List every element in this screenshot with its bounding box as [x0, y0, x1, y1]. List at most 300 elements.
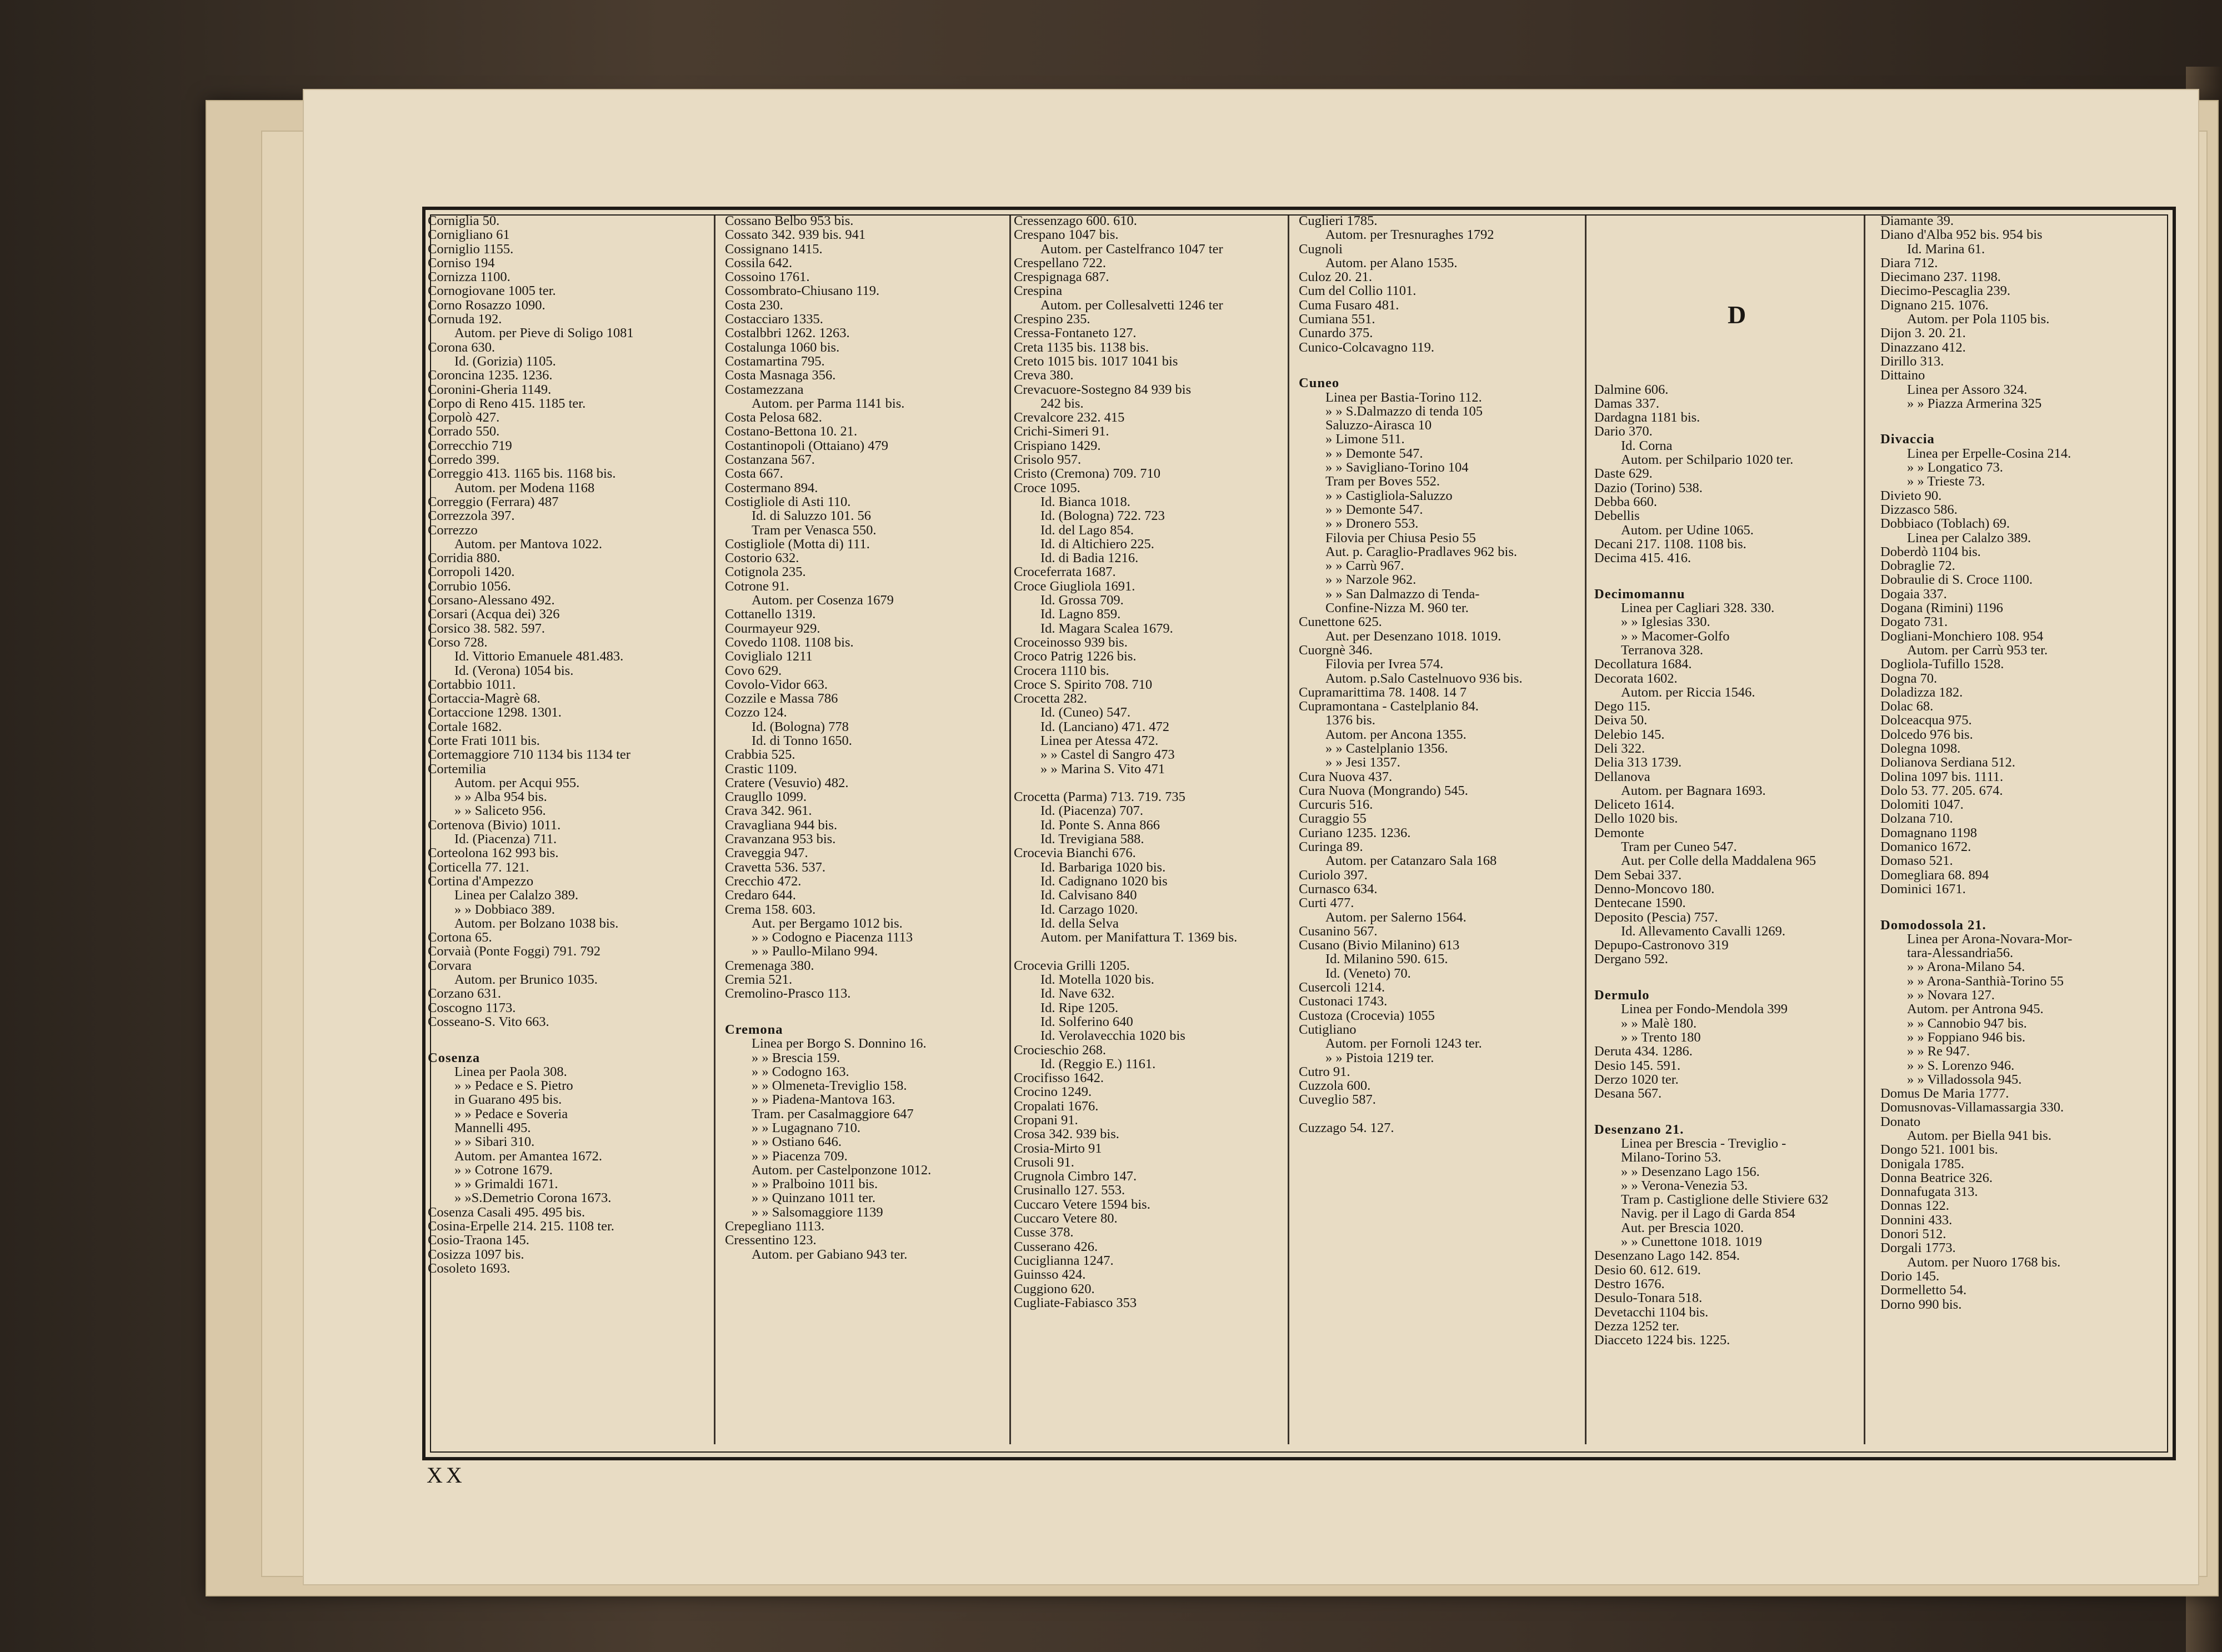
- index-entry: Dardagna 1181 bis.: [1594, 410, 1700, 425]
- index-entry: [1880, 896, 2164, 910]
- index-entry: Divaccia: [1880, 432, 1935, 447]
- index-entry: Cuglieri 1785.: [1299, 214, 1378, 228]
- index-entry: Cossombrato-Chiusano 119.: [725, 283, 880, 299]
- index-entry: Desio 60. 612. 619.: [1594, 1262, 1701, 1278]
- index-entry: » » Re 947.: [1907, 1044, 1970, 1059]
- index-entry: Id. (Piacenza) 707.: [1040, 803, 1144, 819]
- index-entry: » » Piacenza 709.: [752, 1148, 848, 1164]
- index-entry: Dorio 145.: [1880, 1268, 1940, 1284]
- index-entry: Dogana (Rimini) 1196: [1880, 600, 2003, 616]
- index-entry: Cusercoli 1214.: [1299, 980, 1385, 995]
- index-entry: Cosina-Erpelle 214. 215. 1108 ter.: [428, 1219, 614, 1234]
- index-entry: Delebio 145.: [1594, 727, 1665, 742]
- index-entry: Covedo 1108. 1108 bis.: [725, 634, 854, 650]
- index-entry: Dolo 53. 77. 205. 674.: [1880, 783, 2003, 798]
- index-entry: Linea per Borgo S. Donnino 16.: [752, 1036, 927, 1052]
- index-entry: Dolomiti 1047.: [1880, 797, 1964, 813]
- index-entry: » » Arona-Santhià-Torino 55: [1907, 973, 2064, 989]
- index-entry: » » Demonte 547.: [1325, 445, 1423, 461]
- index-entry: Correggio (Ferrara) 487: [428, 494, 559, 509]
- index-entry: Id. Corna: [1621, 438, 1673, 453]
- index-entry: [1299, 1107, 1582, 1121]
- index-entry: Cuciglianna 1247.: [1014, 1253, 1114, 1268]
- index-entry: Linea per Calalzo 389.: [454, 888, 579, 903]
- index-entry: Autom. per Udine 1065.: [1621, 522, 1754, 538]
- index-entry: Cum del Collio 1101.: [1299, 283, 1417, 299]
- index-entry: Creta 1135 bis. 1138 bis.: [1014, 339, 1149, 355]
- index-entry: Cremolino-Prasco 113.: [725, 986, 851, 1002]
- index-entry: Debellis: [1594, 508, 1640, 524]
- index-entry: 242 bis.: [1040, 396, 1084, 411]
- index-entry: » » Novara 127.: [1907, 988, 1995, 1003]
- index-entry: Costantinopoli (Ottaiano) 479: [725, 438, 888, 453]
- index-entry: Cremenaga 380.: [725, 958, 814, 973]
- index-entry: Cornogiovane 1005 ter.: [428, 283, 556, 299]
- index-entry: Desenzano Lago 142. 854.: [1594, 1248, 1740, 1264]
- index-entry: Crusinallo 127. 553.: [1014, 1183, 1125, 1198]
- index-entry: Deli 322.: [1594, 740, 1645, 756]
- index-entry: Cotignola 235.: [725, 564, 806, 580]
- index-entry: » » Sibari 310.: [454, 1134, 535, 1150]
- index-entry: Cuccaro Vetere 80.: [1014, 1211, 1118, 1227]
- index-entry: Crosia-Mirto 91: [1014, 1140, 1102, 1156]
- index-entry: Dermulo: [1594, 988, 1650, 1003]
- index-entry: [1594, 228, 1861, 242]
- index-entry: Id. della Selva: [1040, 915, 1119, 931]
- index-entry: Autom. per Pola 1105 bis.: [1907, 312, 2050, 327]
- index-entry: Domanico 1672.: [1880, 839, 1971, 855]
- index-entry: Dobraglie 72.: [1880, 558, 1955, 574]
- index-entry: Demonte: [1594, 825, 1644, 840]
- index-entry: Credaro 644.: [725, 888, 796, 903]
- index-entry: Autom. per Riccia 1546.: [1621, 684, 1755, 700]
- index-entry: in Guarano 495 bis.: [454, 1092, 562, 1108]
- index-entry: Cosio-Traona 145.: [428, 1233, 529, 1248]
- index-entry: Correcchio 719: [428, 438, 512, 453]
- index-entry: Crespignaga 687.: [1014, 269, 1109, 285]
- index-entry: 1376 bis.: [1325, 713, 1375, 728]
- index-entry: Cozzo 124.: [725, 705, 787, 720]
- index-entry: Cressa-Fontaneto 127.: [1014, 326, 1137, 341]
- index-entry: Costano-Bettona 10. 21.: [725, 424, 858, 439]
- index-entry: Corropoli 1420.: [428, 564, 515, 580]
- index-entry: » » Carrù 967.: [1325, 558, 1404, 574]
- index-entry: Crocera 1110 bis.: [1014, 663, 1109, 678]
- index-entry: Dorgali 1773.: [1880, 1240, 1956, 1256]
- index-entry: Crispiano 1429.: [1014, 438, 1101, 453]
- index-entry: Autom. per Brunico 1035.: [454, 972, 598, 988]
- index-entry: Autom. per Castelponzone 1012.: [752, 1162, 932, 1178]
- index-entry: » » Pralboino 1011 bis.: [752, 1177, 878, 1192]
- index-entry: Debba 660.: [1594, 494, 1657, 509]
- index-entry: » » Dronero 553.: [1325, 516, 1419, 532]
- index-entry: Deiva 50.: [1594, 713, 1648, 728]
- index-entry: Linea per Erpelle-Cosina 214.: [1907, 445, 2071, 461]
- index-entry: Id. Motella 1020 bis.: [1040, 972, 1154, 988]
- index-entry: Costanzana 567.: [725, 452, 815, 468]
- index-entry: Crusoli 91.: [1014, 1154, 1074, 1170]
- index-entry: Saluzzo-Airasca 10: [1325, 418, 1432, 433]
- index-entry: Crepegliano 1113.: [725, 1219, 825, 1234]
- index-entry: Crichi-Simeri 91.: [1014, 424, 1109, 439]
- index-entry: Crocetta (Parma) 713. 719. 735: [1014, 789, 1185, 805]
- index-entry: Croce S. Spirito 708. 710: [1014, 677, 1153, 692]
- index-entry: Croce Giugliola 1691.: [1014, 578, 1135, 594]
- index-entry: Autom. per Tresnuraghes 1792: [1325, 227, 1494, 243]
- index-entry: Curnasco 634.: [1299, 881, 1378, 897]
- index-entry: Cravanzana 953 bis.: [725, 832, 836, 847]
- index-entry: Donnafugata 313.: [1880, 1184, 1978, 1200]
- index-entry: Cortale 1682.: [428, 719, 502, 734]
- index-entry: Autom. per Ancona 1355.: [1325, 727, 1467, 742]
- index-entry: Domagnano 1198: [1880, 825, 1977, 840]
- index-entry: Cortenova (Bivio) 1011.: [428, 817, 561, 833]
- index-entry: » » Longatico 73.: [1907, 460, 2003, 475]
- index-entry: Autom. per Salerno 1564.: [1325, 909, 1467, 925]
- index-entry: Cremia 521.: [725, 972, 793, 988]
- index-entry: Correzzo: [428, 522, 478, 538]
- index-entry: Corrubio 1056.: [428, 578, 511, 594]
- index-entry: Dongo 521. 1001 bis.: [1880, 1142, 1998, 1158]
- index-entry: Id. Barbariga 1020 bis.: [1040, 859, 1166, 875]
- index-entry: » » Arona-Milano 54.: [1907, 959, 2025, 975]
- index-entry: Covo 629.: [725, 663, 782, 678]
- column-divider: [1864, 216, 1865, 1444]
- index-entry: » » Malè 180.: [1621, 1015, 1697, 1031]
- index-entry: » » Trento 180: [1621, 1029, 1701, 1045]
- index-entry: Dentecane 1590.: [1594, 895, 1686, 911]
- index-entry: » » Paullo-Milano 994.: [752, 944, 878, 959]
- index-entry: Crocetta 282.: [1014, 691, 1087, 707]
- index-entry: tara-Alessandria56.: [1907, 945, 2014, 961]
- index-entry: Dalmine 606.: [1594, 382, 1669, 397]
- index-entry: Cratere (Vesuvio) 482.: [725, 775, 849, 790]
- index-entry: Diacceto 1224 bis. 1225.: [1594, 1333, 1730, 1348]
- index-column-2: [725, 214, 1005, 1447]
- index-entry: » » Demonte 547.: [1325, 502, 1423, 517]
- index-entry: Delia 313 1739.: [1594, 755, 1682, 770]
- index-entry: Cortona 65.: [428, 930, 492, 945]
- index-entry: Dezza 1252 ter.: [1594, 1318, 1680, 1334]
- index-entry: Crugnola Cimbro 147.: [1014, 1169, 1137, 1184]
- index-entry: Cosenza: [428, 1050, 481, 1065]
- index-entry: Costacciaro 1335.: [725, 312, 823, 327]
- index-entry: Tram per Boves 552.: [1325, 474, 1440, 489]
- index-entry: Cressenzago 600. 610.: [1014, 214, 1137, 228]
- index-entry: Id. (Bologna) 778: [752, 719, 849, 734]
- index-entry: Id. (Lanciano) 471. 472: [1040, 719, 1169, 734]
- index-entry: [428, 1029, 708, 1043]
- index-entry: [1594, 354, 1861, 368]
- index-entry: Filovia per Chiusa Pesio 55: [1325, 530, 1476, 545]
- index-entry: [1594, 214, 1861, 228]
- index-entry: » » Codogno 163.: [752, 1064, 849, 1079]
- index-entry: » » S.Dalmazzo di tenda 105: [1325, 403, 1483, 419]
- index-entry: » »S.Demetrio Corona 1673.: [454, 1190, 612, 1206]
- index-entry: Crecchio 472.: [725, 873, 802, 889]
- index-entry: Decimomannu: [1594, 586, 1685, 602]
- index-entry: » » Pedace e S. Pietro: [454, 1078, 573, 1094]
- index-entry: Linea per Arona-Novara-Mor-: [1907, 931, 2073, 947]
- index-entry: Autom. per Mantova 1022.: [454, 536, 603, 552]
- index-entry: Donori 512.: [1880, 1227, 1946, 1242]
- index-entry: Autom. per Manifattura T. 1369 bis.: [1040, 930, 1238, 945]
- index-entry: Crespino 235.: [1014, 312, 1090, 327]
- index-entry: Doladizza 182.: [1880, 684, 1963, 700]
- index-entry: Dorno 990 bis.: [1880, 1296, 1962, 1312]
- index-entry: Correzzola 397.: [428, 508, 515, 524]
- index-entry: » » Grimaldi 1671.: [454, 1177, 558, 1192]
- index-entry: Dolianova Serdiana 512.: [1880, 755, 2015, 770]
- index-entry: Id. di Altichiero 225.: [1040, 536, 1154, 552]
- index-entry: Dolceacqua 975.: [1880, 713, 1972, 728]
- index-entry: Id. Allevamento Cavalli 1269.: [1621, 923, 1785, 939]
- index-entry: Dominici 1671.: [1880, 881, 1966, 897]
- index-entry: Crespano 1047 bis.: [1014, 227, 1119, 243]
- index-column-4: [1299, 214, 1582, 1447]
- index-entry: » » Verona-Venezia 53.: [1621, 1178, 1748, 1193]
- column-divider: [714, 216, 715, 1444]
- index-entry: Damas 337.: [1594, 396, 1660, 411]
- index-entry: Cossignano 1415.: [725, 241, 823, 257]
- index-entry: Filovia per Ivrea 574.: [1325, 657, 1444, 672]
- index-entry: Crevalcore 232. 415: [1014, 410, 1125, 425]
- index-entry: Corsari (Acqua dei) 326: [428, 607, 560, 622]
- index-entry: Diecimo-Pescaglia 239.: [1880, 283, 2011, 299]
- index-entry: Corvara: [428, 958, 472, 973]
- index-entry: Creva 380.: [1014, 368, 1074, 383]
- index-entry: Crisolo 957.: [1014, 452, 1082, 468]
- index-entry: Cuggiono 620.: [1014, 1281, 1095, 1296]
- index-entry: Cozzile e Massa 786: [725, 691, 838, 707]
- index-entry: Doberdò 1104 bis.: [1880, 544, 1981, 559]
- index-entry: » » Trieste 73.: [1907, 474, 1985, 489]
- index-entry: Dijon 3. 20. 21.: [1880, 326, 1966, 341]
- index-entry: Autom. per Carrù 953 ter.: [1907, 642, 2048, 658]
- index-entry: Dobraulie di S. Croce 1100.: [1880, 572, 2033, 588]
- index-entry: Corniglio 1155.: [428, 241, 514, 257]
- index-entry: Dogna 70.: [1880, 670, 1938, 686]
- index-entry: Corvaià (Ponte Foggi) 791. 792: [428, 944, 600, 959]
- index-entry: Costalunga 1060 bis.: [725, 339, 840, 355]
- index-entry: Craveggia 947.: [725, 845, 808, 861]
- index-entry: Costa Masnaga 356.: [725, 368, 836, 383]
- index-entry: Desenzano 21.: [1594, 1122, 1684, 1137]
- index-entry: Decollatura 1684.: [1594, 657, 1692, 672]
- index-entry: Id. Bianca 1018.: [1040, 494, 1130, 509]
- index-entry: Tram p. Castiglione delle Stiviere 632: [1621, 1192, 1829, 1208]
- column-divider: [1009, 216, 1011, 1444]
- index-entry: Dego 115.: [1594, 699, 1651, 714]
- index-entry: Cuzzago 54. 127.: [1299, 1120, 1394, 1135]
- index-entry: Autom. per Bagnara 1693.: [1621, 783, 1766, 798]
- index-entry: Cusano (Bivio Milanino) 613: [1299, 938, 1460, 953]
- index-entry: Corredo 399.: [428, 452, 500, 468]
- index-entry: Crocifisso 1642.: [1014, 1070, 1104, 1086]
- index-entry: Crastic 1109.: [725, 761, 797, 777]
- index-entry: Dizzasco 586.: [1880, 502, 1958, 517]
- index-entry: Costamartina 795.: [725, 353, 825, 369]
- index-entry: Cornuda 192.: [428, 312, 502, 327]
- index-entry: Croceinosso 939 bis.: [1014, 634, 1128, 650]
- index-entry: Costorio 632.: [725, 550, 799, 566]
- index-entry: Deruta 434. 1286.: [1594, 1044, 1693, 1059]
- index-entry: » » Macomer-Golfo: [1621, 628, 1730, 644]
- index-entry: Depupo-Castronovo 319: [1594, 938, 1729, 953]
- index-entry: Cortemilia: [428, 761, 486, 777]
- index-entry: Custoza (Crocevia) 1055: [1299, 1008, 1435, 1023]
- index-entry: Cravetta 536. 537.: [725, 859, 825, 875]
- index-entry: Creto 1015 bis. 1017 1041 bis: [1014, 353, 1178, 369]
- index-entry: Aut. per Colle della Maddalena 965: [1621, 853, 1816, 869]
- index-entry: Dergano 592.: [1594, 952, 1668, 967]
- index-entry: Cossato 342. 939 bis. 941: [725, 227, 866, 243]
- index-entry: Dello 1020 bis.: [1594, 811, 1678, 827]
- index-entry: Dobbiaco (Toblach) 69.: [1880, 516, 2010, 532]
- index-entry: Corona 630.: [428, 339, 496, 355]
- index-entry: Linea per Calalzo 389.: [1907, 530, 2031, 545]
- index-entry: Crema 158. 603.: [725, 902, 816, 917]
- index-entry: Navig. per il Lago di Garda 854: [1621, 1206, 1795, 1222]
- index-entry: Linea per Fondo-Mendola 399: [1621, 1002, 1788, 1017]
- index-entry: [725, 1001, 1005, 1015]
- index-entry: Autom. per Collesalvetti 1246 ter: [1040, 297, 1223, 313]
- index-entry: Milano-Torino 53.: [1621, 1150, 1721, 1165]
- index-entry: Corso 728.: [428, 634, 488, 650]
- index-entry: Autom. p.Salo Castelnuovo 936 bis.: [1325, 670, 1523, 686]
- index-entry: Autom. per Castelfranco 1047 ter: [1040, 241, 1223, 257]
- index-entry: Aut. p. Caraglio-Pradlaves 962 bis.: [1325, 544, 1517, 559]
- index-entry: Crocevia Grilli 1205.: [1014, 958, 1130, 973]
- index-entry: [1594, 1100, 1861, 1114]
- index-entry: Autom. per Amantea 1672.: [454, 1148, 603, 1164]
- index-entry: Id. Marina 61.: [1907, 241, 1985, 257]
- index-entry: Corzano 631.: [428, 986, 501, 1002]
- index-entry: » » Piazza Armerina 325: [1907, 396, 2042, 411]
- index-entry: Terranova 328.: [1621, 642, 1703, 658]
- index-entry: Autom. per Fornoli 1243 ter.: [1325, 1036, 1482, 1052]
- index-entry: Crocino 1249.: [1014, 1084, 1092, 1100]
- index-entry: Desulo-Tonara 518.: [1594, 1290, 1703, 1306]
- index-entry: Decorata 1602.: [1594, 670, 1678, 686]
- index-entry: Crespina: [1014, 283, 1063, 299]
- index-entry: Coviglialo 1211: [725, 649, 813, 664]
- index-entry: Autom. per Gabiano 943 ter.: [752, 1246, 908, 1262]
- index-entry: Denno-Moncovo 180.: [1594, 881, 1715, 897]
- index-entry: Corteolona 162 993 bis.: [428, 845, 559, 861]
- index-entry: Autom. per Acqui 955.: [454, 775, 580, 790]
- index-entry: Dolac 68.: [1880, 699, 1934, 714]
- index-entry: Culoz 20. 21.: [1299, 269, 1373, 285]
- index-entry: Donnini 433.: [1880, 1212, 1953, 1228]
- index-entry: Cortabbio 1011.: [428, 677, 516, 692]
- index-entry: Cremona: [725, 1022, 783, 1037]
- index-column-1: [428, 214, 708, 1447]
- index-entry: Coroncina 1235. 1236.: [428, 368, 553, 383]
- column-divider: [1585, 216, 1587, 1444]
- index-entry: Diecimano 237. 1198.: [1880, 269, 2001, 285]
- index-entry: » » Cunettone 1018. 1019: [1621, 1234, 1762, 1250]
- index-entry: Cornizza 1100.: [428, 269, 511, 285]
- index-entry: Guinsso 424.: [1014, 1267, 1086, 1283]
- index-entry: Desana 567.: [1594, 1086, 1662, 1102]
- index-entry: Id. Vittorio Emanuele 481.483.: [454, 649, 624, 664]
- index-entry: Croce 1095.: [1014, 480, 1080, 495]
- index-entry: Dogliani-Monchiero 108. 954: [1880, 628, 2044, 644]
- index-entry: Cuccaro Vetere 1594 bis.: [1014, 1197, 1150, 1212]
- index-entry: Destro 1676.: [1594, 1276, 1665, 1291]
- index-entry: Autom. per Alano 1535.: [1325, 255, 1458, 271]
- index-entry: » » Cannobio 947 bis.: [1907, 1015, 2027, 1031]
- index-entry: Tram. per Casalmaggiore 647: [752, 1106, 914, 1122]
- index-entry: Cunico-Colcavagno 119.: [1299, 339, 1435, 355]
- index-entry: Desio 145. 591.: [1594, 1058, 1681, 1073]
- index-entry: » » Brescia 159.: [752, 1050, 840, 1065]
- index-entry: Coronini-Gheria 1149.: [428, 382, 552, 397]
- index-entry: » » Pistoia 1219 ter.: [1325, 1050, 1434, 1065]
- index-entry: Linea per Bastia-Torino 112.: [1325, 389, 1482, 405]
- index-entry: [1299, 354, 1582, 368]
- index-entry: Donna Beatrice 326.: [1880, 1170, 1993, 1185]
- index-entry: Cuneo: [1299, 376, 1340, 391]
- index-entry: » » Foppiano 946 bis.: [1907, 1029, 2026, 1045]
- index-entry: [1594, 368, 1861, 382]
- index-entry: Id. (Gorizia) 1105.: [454, 353, 556, 369]
- index-entry: Id. (Bologna) 722. 723: [1040, 508, 1165, 524]
- index-entry: Cottanello 1319.: [725, 607, 816, 622]
- index-entry: [1594, 242, 1861, 256]
- index-entry: Id. Calvisano 840: [1040, 888, 1137, 903]
- index-entry: Donigala 1785.: [1880, 1156, 1965, 1172]
- index-entry: Cressentino 123.: [725, 1233, 817, 1248]
- index-entry: Costalbbri 1262. 1263.: [725, 326, 850, 341]
- index-entry: Dogato 731.: [1880, 614, 1948, 630]
- index-entry: » » Alba 954 bis.: [454, 789, 547, 805]
- index-entry: Crocevia Bianchi 676.: [1014, 845, 1136, 861]
- index-entry: » » Piadena-Mantova 163.: [752, 1092, 895, 1108]
- index-entry: Id. (Cuneo) 547.: [1040, 705, 1130, 720]
- index-entry: Corpolò 427.: [428, 410, 500, 425]
- index-entry: » » Lugagnano 710.: [752, 1120, 860, 1135]
- index-entry: Crosa 342. 939 bis.: [1014, 1127, 1119, 1142]
- index-entry: Corsico 38. 582. 597.: [428, 620, 545, 636]
- index-entry: Costigliole di Asti 110.: [725, 494, 851, 509]
- index-entry: Donato: [1880, 1114, 1921, 1129]
- index-entry: Cosizza 1097 bis.: [428, 1246, 524, 1262]
- index-entry: Daste 629.: [1594, 466, 1653, 482]
- index-entry: Cropalati 1676.: [1014, 1098, 1099, 1114]
- index-entry: Autom. per Schilpario 1020 ter.: [1621, 452, 1794, 468]
- index-entry: Dolina 1097 bis. 1111.: [1880, 769, 2004, 784]
- index-entry: Corno Rosazzo 1090.: [428, 297, 546, 313]
- index-entry: Id. Trevigiana 588.: [1040, 832, 1144, 847]
- index-entry: Corrado 550.: [428, 424, 500, 439]
- index-entry: Cortaccia-Magrè 68.: [428, 691, 541, 707]
- index-entry: [1594, 284, 1861, 298]
- index-entry: Curinga 89.: [1299, 839, 1363, 855]
- index-entry: Cuzzola 600.: [1299, 1078, 1371, 1094]
- index-entry: Cupramontana - Castelplanio 84.: [1299, 699, 1479, 714]
- index-entry: Corpo di Reno 415. 1185 ter.: [428, 396, 586, 411]
- index-entry: Dazio (Torino) 538.: [1594, 480, 1703, 495]
- index-entry: Curaggio 55: [1299, 811, 1367, 827]
- index-entry: Cosoleto 1693.: [428, 1260, 511, 1276]
- index-entry: Costa 230.: [725, 297, 783, 313]
- index-entry: Cutigliano: [1299, 1022, 1357, 1037]
- index-entry: Curiano 1235. 1236.: [1299, 825, 1411, 840]
- index-column-3: [1014, 214, 1286, 1447]
- column-divider: [1288, 216, 1289, 1444]
